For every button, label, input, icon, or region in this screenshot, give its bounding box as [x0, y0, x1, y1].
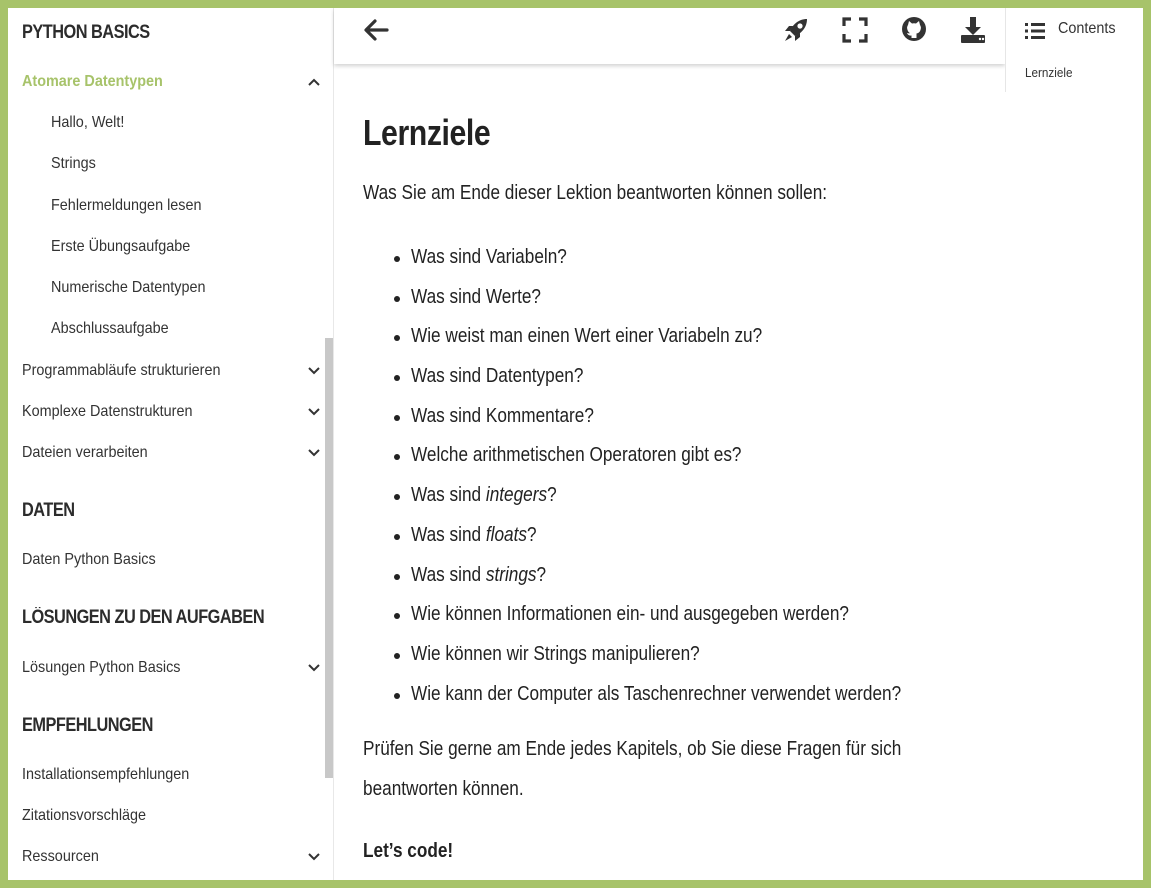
list-item-text: Wie können wir Strings manipulieren? — [411, 642, 700, 665]
section-title-empfehlungen: EMPFEHLUNGEN — [22, 715, 153, 736]
github-icon[interactable] — [898, 14, 930, 46]
list-item-text: Was sind Variabeln? — [411, 246, 567, 268]
list-item — [385, 440, 981, 480]
toc-title: Contents — [1058, 20, 1116, 37]
list-item — [385, 520, 981, 560]
outro-paragraph-line2: beantworten können. — [363, 778, 524, 800]
intro-paragraph: Was Sie am Ende dieser Lektion beantworten können sollen: — [363, 182, 828, 204]
chevron-down-icon[interactable] — [306, 445, 322, 461]
list-item-text: Was sind Datentypen? — [411, 365, 584, 388]
app-window — [8, 8, 1143, 880]
chevron-down-icon[interactable] — [306, 660, 322, 676]
list-item-text — [411, 520, 537, 550]
sidebar-item-installationsempfehlungen[interactable] — [22, 762, 322, 788]
page-title: Lernziele — [363, 112, 491, 153]
list-item-emphasis: strings — [485, 563, 537, 586]
sidebar-item-label: Strings — [51, 155, 96, 172]
rocket-icon[interactable] — [780, 14, 812, 46]
list-icon — [1025, 22, 1045, 40]
sidebar-item-label: Zitationsvorschläge — [22, 807, 147, 824]
list-item-text: Wie kann der Computer als Taschenrechner verwendet werden? — [411, 682, 902, 705]
list-item — [385, 599, 981, 639]
section-title-loesungen: LÖSUNGEN ZU DEN AUFGABEN — [22, 607, 265, 628]
list-item — [385, 679, 981, 719]
sidebar-item-fehlermeldungen[interactable] — [51, 193, 311, 219]
sidebar-item-label: Erste Übungsaufgabe — [51, 238, 191, 255]
list-item — [385, 639, 981, 679]
list-item-text-prefix: Was sind — [411, 563, 486, 586]
list-item-text: Welche arithmetischen Operatoren gibt es? — [411, 444, 742, 467]
sidebar-item-label: Hallo, Welt! — [51, 114, 125, 131]
sidebar-item-abschlussaufgabe[interactable] — [51, 316, 311, 342]
arrow-left-icon[interactable] — [360, 14, 392, 46]
question-mark: ? — [547, 484, 557, 507]
list-item — [385, 282, 981, 322]
chevron-down-icon[interactable] — [306, 363, 322, 379]
list-item-text: Wie weist man einen Wert einer Variabeln zu? — [411, 325, 763, 348]
list-item-text: Was sind Werte? — [411, 285, 542, 308]
learning-goals-list — [385, 242, 981, 718]
download-icon[interactable] — [957, 14, 989, 46]
sidebar-item-label: Programmabläufe strukturieren — [22, 362, 221, 379]
sidebar-item-hallo-welt[interactable] — [51, 110, 311, 136]
list-item-emphasis: floats — [485, 523, 527, 546]
sidebar-item-atomare-datentypen[interactable] — [22, 69, 322, 95]
list-item — [385, 242, 981, 282]
list-item-emphasis: integers — [485, 484, 548, 507]
sidebar-item-zitationsvorschlaege[interactable] — [22, 803, 322, 829]
list-item-text-prefix: Was sind — [411, 523, 486, 546]
sidebar-item-komplexe-datenstrukturen[interactable] — [22, 399, 322, 425]
sidebar-item-label: Dateien verarbeiten — [22, 444, 148, 461]
list-item-text — [411, 480, 557, 510]
sidebar-item-dateien-verarbeiten[interactable] — [22, 440, 322, 466]
sidebar-item-label: Ressourcen — [22, 848, 99, 865]
list-item — [385, 321, 981, 361]
question-mark: ? — [526, 523, 537, 546]
sidebar-item-label: Fehlermeldungen lesen — [51, 197, 202, 214]
sidebar-item-ressourcen[interactable] — [22, 844, 322, 870]
outro-paragraph-line1: Prüfen Sie gerne am Ende jedes Kapitels, ob Sie diese Fragen für sich — [363, 738, 902, 760]
sidebar-divider — [333, 8, 334, 880]
sidebar-item-daten-python-basics[interactable] — [22, 547, 322, 573]
chevron-up-icon[interactable] — [306, 74, 322, 90]
section-title-python-basics: PYTHON BASICS — [22, 22, 150, 43]
sidebar-item-numerische-datentypen[interactable] — [51, 275, 311, 301]
toc-item-lernziele[interactable]: Lernziele — [1025, 65, 1073, 80]
sidebar-item-label: Installationsempfehlungen — [22, 766, 190, 783]
question-mark: ? — [536, 563, 547, 586]
list-item — [385, 401, 981, 441]
sidebar-item-strings[interactable] — [51, 151, 311, 177]
list-item-text: Was sind Kommentare? — [411, 404, 594, 427]
sidebar-scrollbar[interactable] — [325, 338, 333, 778]
list-item — [385, 361, 981, 401]
section-title-daten: DATEN — [22, 500, 75, 521]
lets-code-heading: Let’s code! — [363, 840, 454, 862]
chevron-down-icon[interactable] — [306, 404, 322, 420]
sidebar-item-label: Abschlussaufgabe — [51, 320, 169, 337]
list-item-text-prefix: Was sind — [411, 484, 486, 507]
sidebar — [8, 8, 333, 880]
fullscreen-icon[interactable] — [839, 14, 871, 46]
sidebar-item-label: Komplexe Datenstrukturen — [22, 403, 193, 420]
list-item-text: Wie können Informationen ein- und ausgegeben werden? — [411, 603, 849, 626]
list-item — [385, 480, 981, 520]
sidebar-item-erste-uebungsaufgabe[interactable] — [51, 234, 311, 260]
sidebar-item-programmablaeufe[interactable] — [22, 358, 322, 384]
top-toolbar — [334, 8, 1005, 64]
sidebar-item-label: Numerische Datentypen — [51, 279, 206, 296]
sidebar-item-label: Lösungen Python Basics — [22, 659, 181, 676]
table-of-contents — [1005, 8, 1143, 92]
list-item — [385, 560, 981, 600]
sidebar-item-loesungen-python-basics[interactable] — [22, 655, 322, 681]
sidebar-item-label: Atomare Datentypen — [22, 73, 163, 90]
list-item-text — [411, 560, 546, 590]
sidebar-item-label: Daten Python Basics — [22, 551, 156, 568]
chevron-down-icon[interactable] — [306, 849, 322, 865]
